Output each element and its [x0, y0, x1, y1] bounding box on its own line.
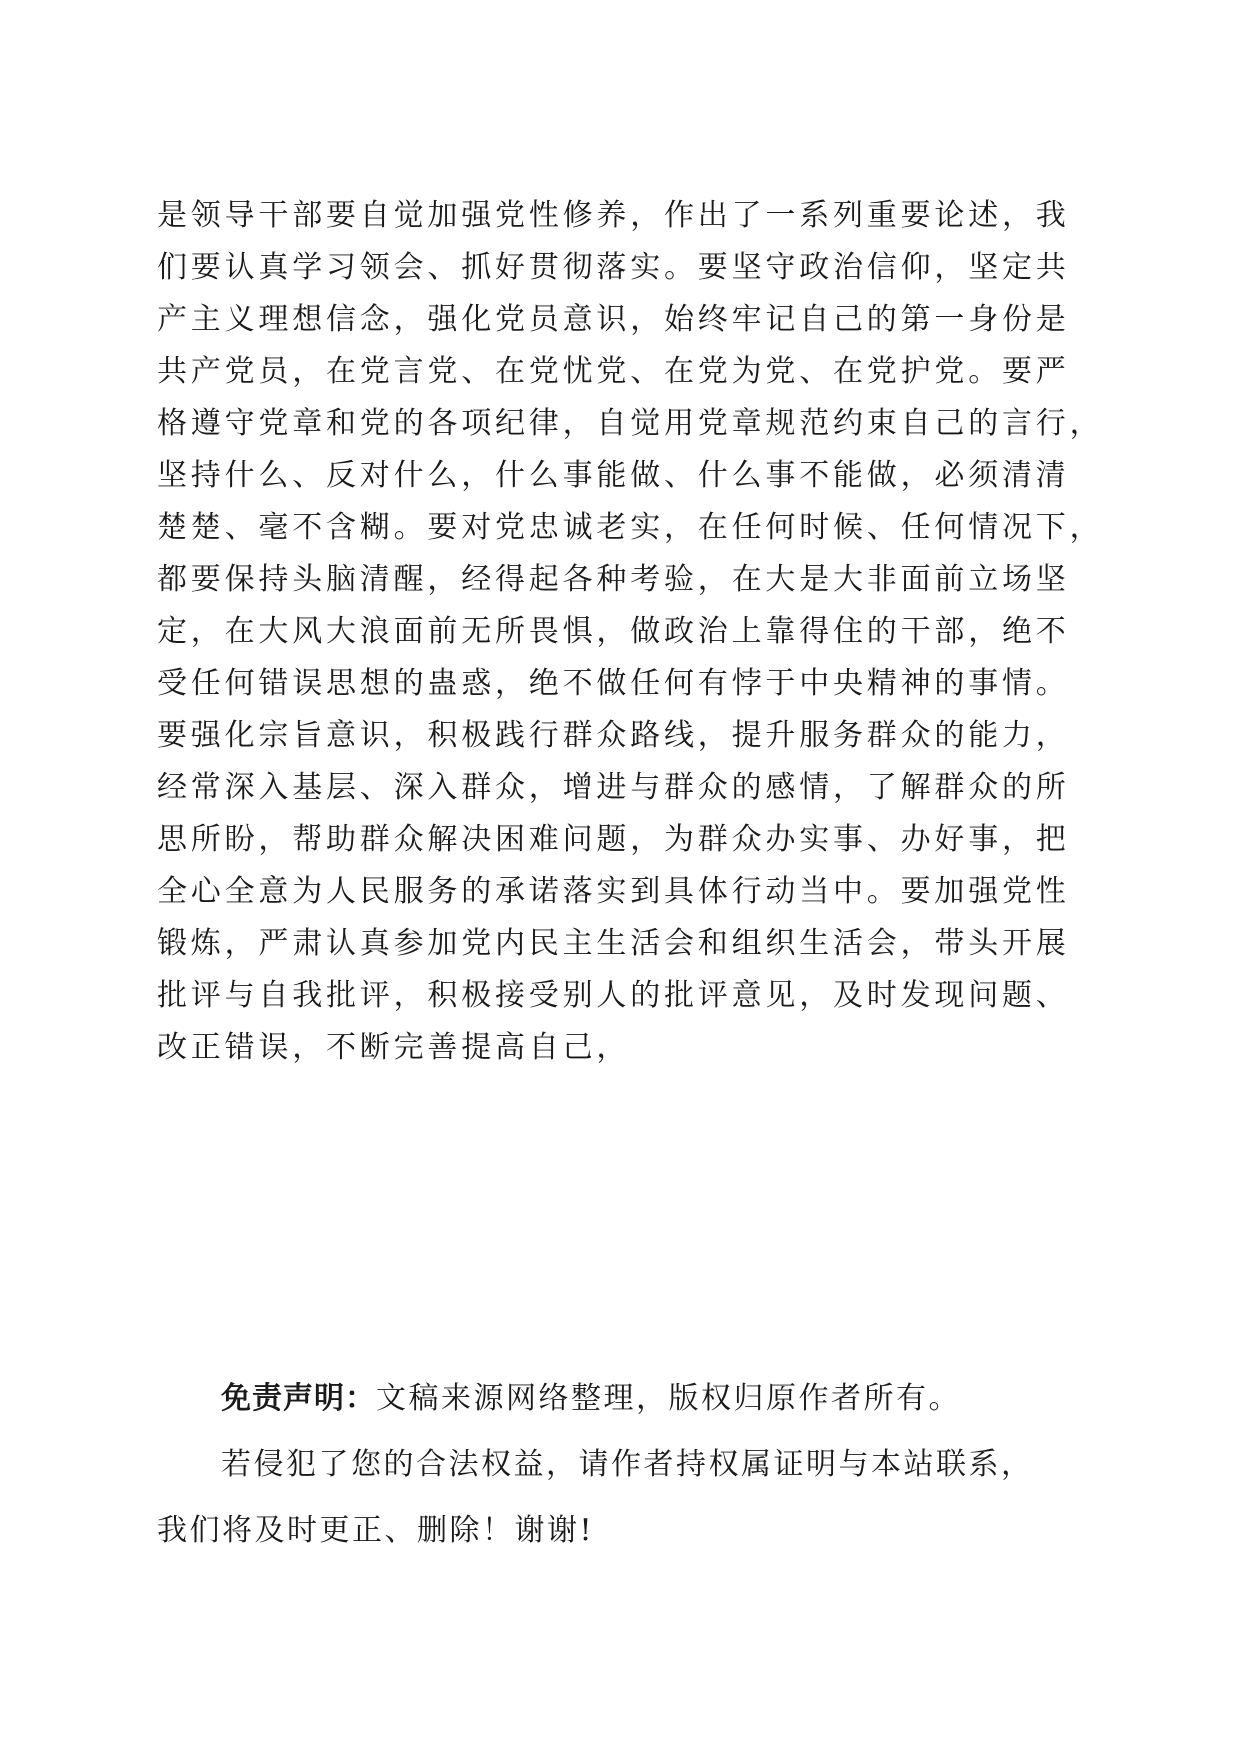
text-line: 定，在大风大浪面前无所畏惧，做政治上靠得住的干部，绝不: [157, 614, 1070, 649]
text-line: 思所盼，帮助群众解决困难问题，为群众办实事、办好事，把: [157, 822, 1070, 857]
disclaimer-text: 文稿来源网络整理，版权归原作者所有。: [376, 1381, 961, 1416]
disclaimer-line-1: [157, 1366, 1087, 1432]
text-line: 锻炼，严肃认真参加党内民主生活会和组织生活会，带头开展: [157, 926, 1070, 961]
text-line: 批评与自我批评，积极接受别人的批评意见，及时发现问题、: [157, 978, 1070, 1013]
disclaimer-line-3: 我们将及时更正、删除！谢谢!: [157, 1513, 595, 1548]
text-line: 受任何错误思想的蛊惑，绝不做任何有悖于中央精神的事情。: [157, 666, 1070, 701]
text-line: 要强化宗旨意识，积极践行群众路线，提升服务群众的能力，: [157, 718, 1070, 753]
text-line: 坚持什么、反对什么，什么事能做、什么事不能做，必须清清: [157, 458, 1070, 493]
disclaimer-section: [157, 1366, 1087, 1564]
body-paragraph: [157, 190, 1104, 1074]
text-line: 都要保持头脑清醒，经得起各种考验，在大是大非面前立场坚: [157, 562, 1070, 597]
disclaimer-label: 免责声明：: [221, 1381, 376, 1416]
text-line: 们要认真学习领会、抓好贯彻落实。要坚守政治信仰，坚定共: [157, 250, 1070, 285]
text-line: 共产党员，在党言党、在党忧党、在党为党、在党护党。要严: [157, 354, 1070, 389]
text-line: 产主义理想信念，强化党员意识，始终牢记自己的第一身份是: [157, 302, 1070, 337]
text-line: 全心全意为人民服务的承诺落实到具体行动当中。要加强党性: [157, 874, 1070, 909]
text-line: 经常深入基层、深入群众，增进与群众的感情，了解群众的所: [157, 770, 1070, 805]
text-line: 是领导干部要自觉加强党性修养，作出了一系列重要论述，我: [157, 198, 1070, 233]
text-line: 楚楚、毫不含糊。要对党忠诚老实，在任何时候、任何情况下，: [157, 510, 1104, 545]
disclaimer-line-2: 若侵犯了您的合法权益，请作者持权属证明与本站联系，: [221, 1447, 1034, 1482]
text-line: 改正错误，不断完善提高自己，: [157, 1030, 631, 1065]
text-line: 格遵守党章和党的各项纪律，自觉用党章规范约束自己的言行，: [157, 406, 1104, 441]
